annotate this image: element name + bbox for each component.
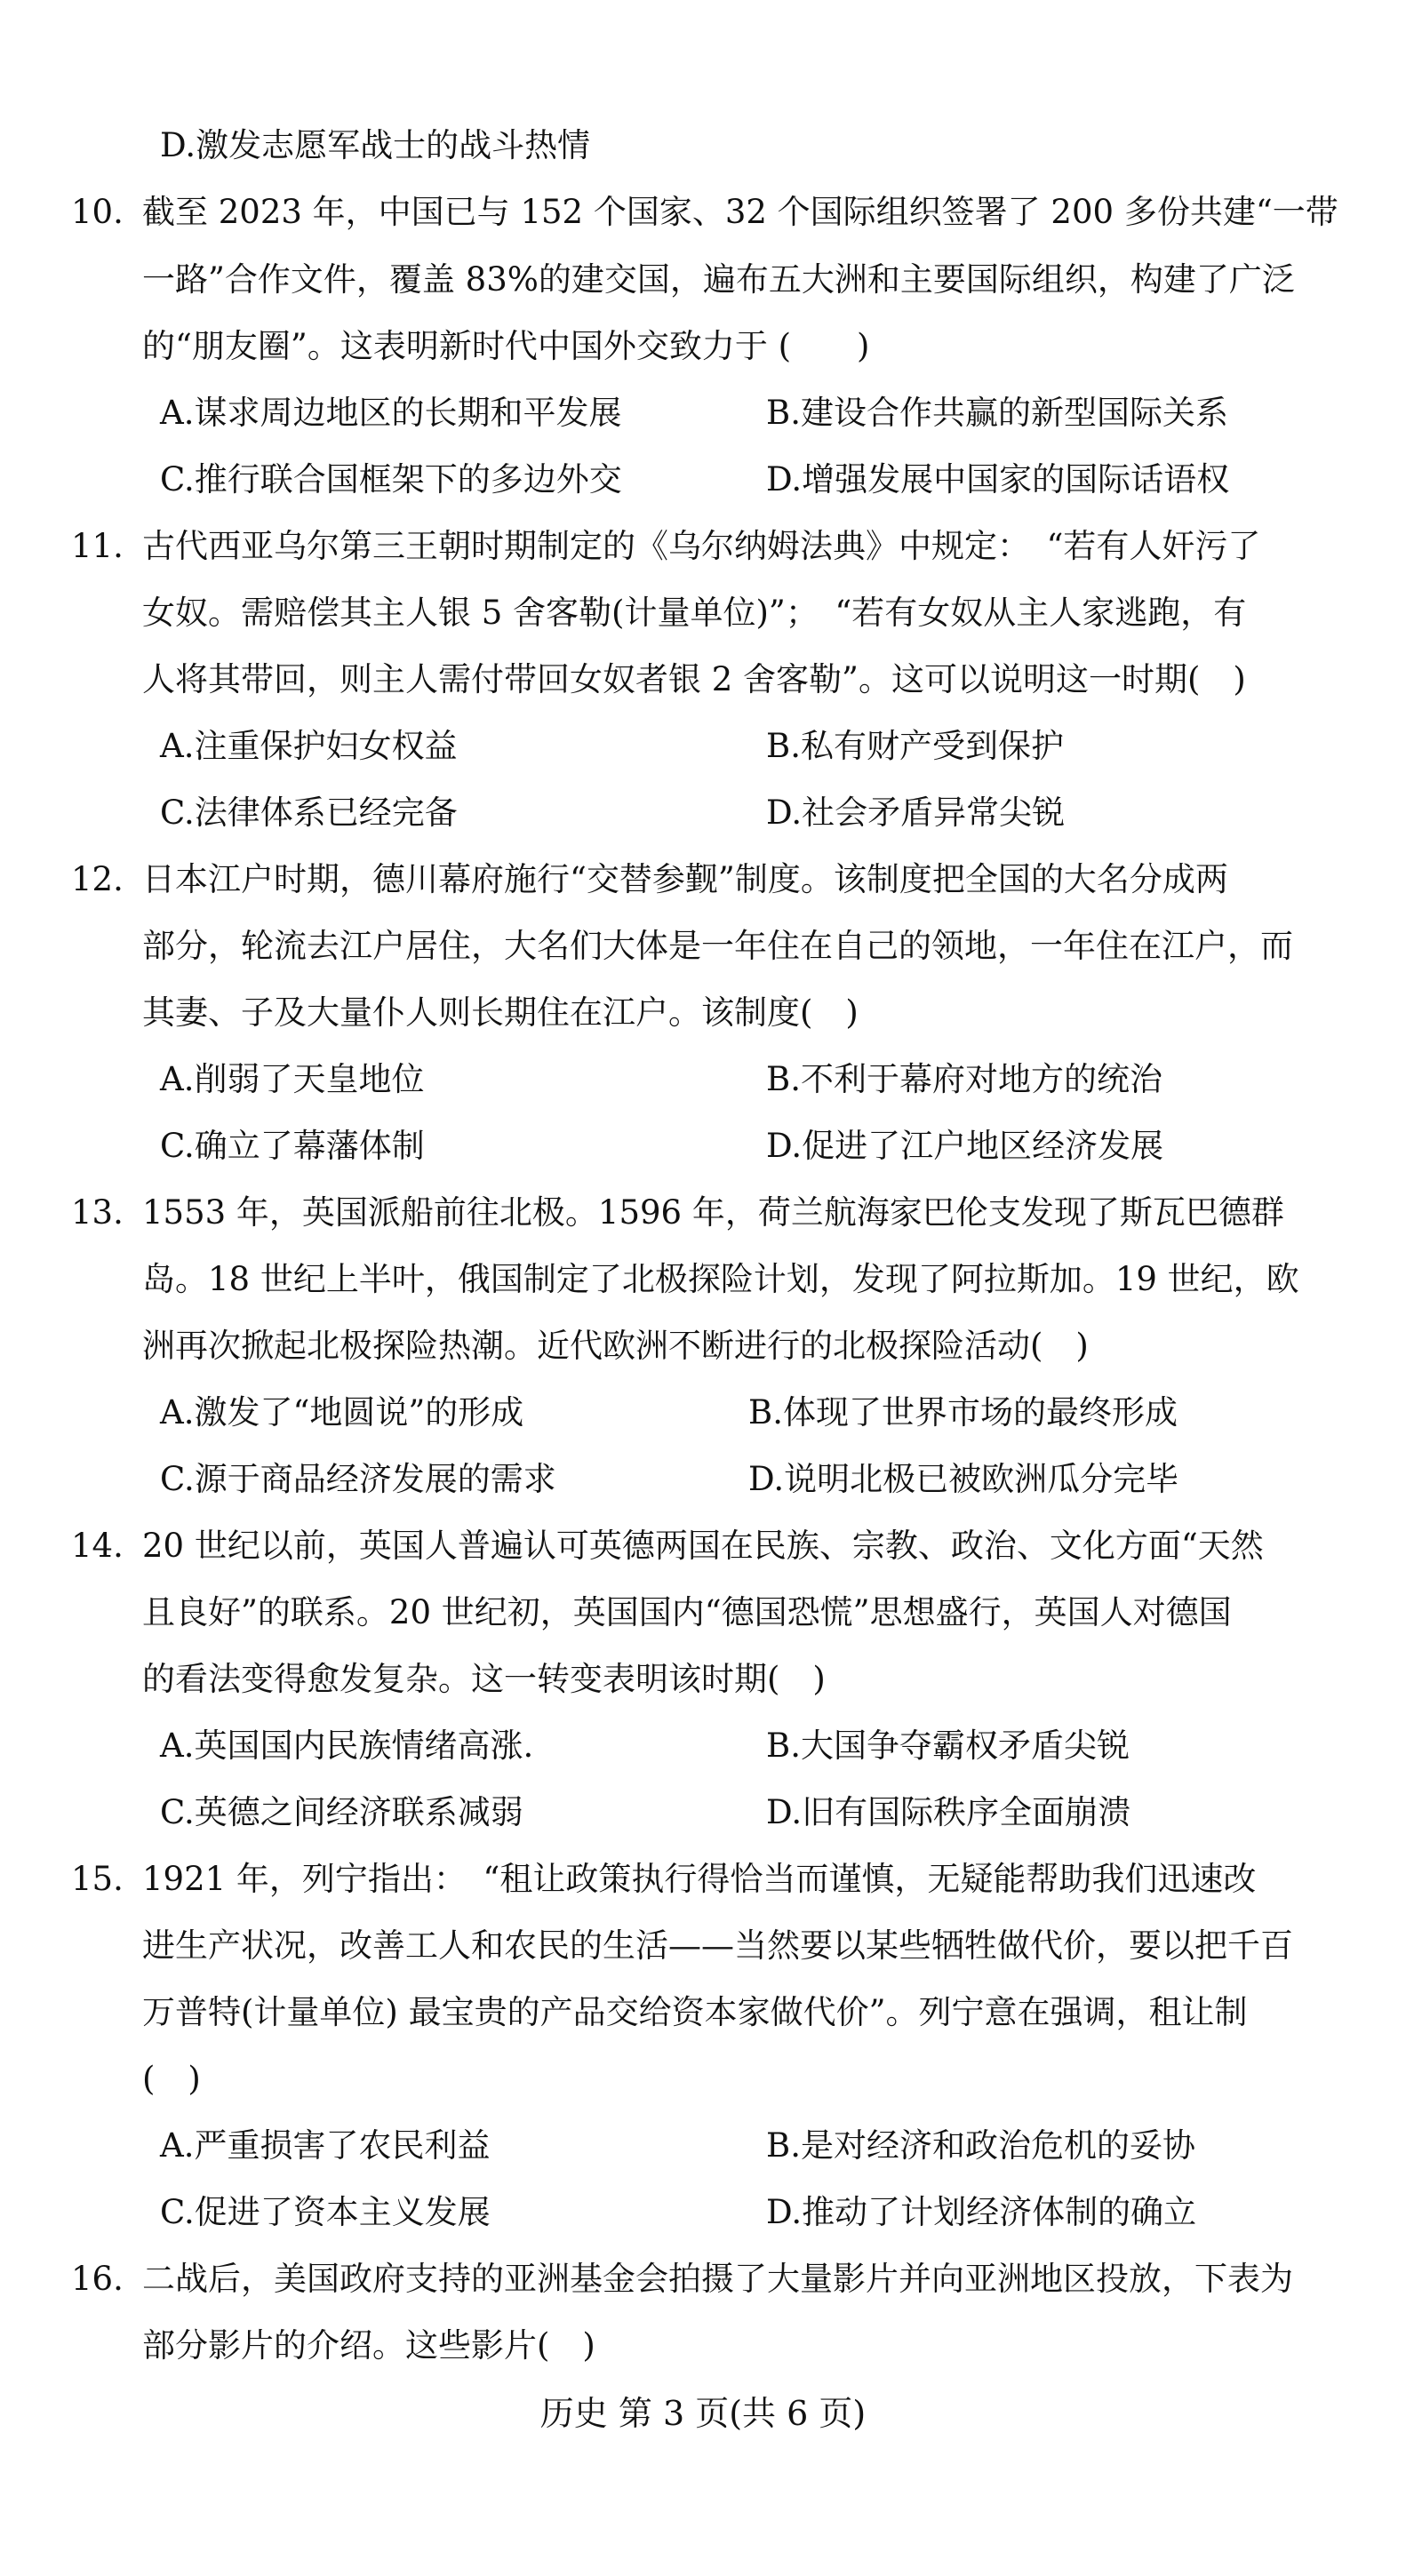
option-a: A.严重损害了农民利益: [160, 2126, 491, 2165]
question-stem-line: 女奴。需赔偿其主人银 5 舍客勒(计量单位)”； “若有女奴从主人家逃跑，有: [142, 594, 1247, 632]
option-a: A.注重保护妇女权益: [160, 727, 458, 765]
option-c: C.法律体系已经完备: [160, 794, 458, 832]
option-b: B.是对经济和政治危机的妥协: [766, 2126, 1195, 2165]
option-c: C.推行联合国框架下的多边外交: [160, 460, 622, 498]
option-d: D.促进了江户地区经济发展: [766, 1127, 1164, 1165]
option-b: B.建设合作共赢的新型国际关系: [766, 394, 1228, 432]
question-stem-line: 部分影片的介绍。这些影片( ): [142, 2326, 595, 2365]
option-b: B.不利于幕府对地方的统治: [766, 1060, 1162, 1098]
option-b: B.私有财产受到保护: [766, 727, 1064, 765]
question-stem-line: 1921 年，列宁指出： “租让政策执行得恰当而谨慎，无疑能帮助我们迅速改: [142, 1860, 1257, 1898]
question-number: 12.: [71, 860, 124, 898]
question-stem-line: 进生产状况，改善工人和农民的生活——当然要以某些牺牲做代价，要以把千百: [142, 1926, 1293, 1965]
question-stem-line: 日本江户时期，德川幕府施行“交替参觐”制度。该制度把全国的大名分成两: [142, 860, 1228, 898]
question-stem-line: 古代西亚乌尔第三王朝时期制定的《乌尔纳姆法典》中规定： “若有人奸污了: [142, 527, 1261, 565]
question-stem-line: 的“朋友圈”。这表明新时代中国外交致力于 ( ): [142, 327, 870, 365]
question-stem-line: 20 世纪以前，英国人普遍认可英德两国在民族、宗教、政治、文化方面“天然: [142, 1527, 1264, 1565]
question-stem-line: 洲再次掀起北极探险热潮。近代欧洲不断进行的北极探险活动( ): [142, 1327, 1089, 1365]
question-number: 13.: [71, 1193, 124, 1232]
option-c: C.促进了资本主义发展: [160, 2193, 491, 2231]
question-number: 15.: [71, 1860, 124, 1898]
option-c: C.英德之间经济联系减弱: [160, 1793, 523, 1831]
question-stem-line: 的看法变得愈发复杂。这一转变表明该时期( ): [142, 1660, 826, 1698]
question-stem-line: 其妻、子及大量仆人则长期住在江户。该制度( ): [142, 993, 859, 1032]
question-stem-line: 1553 年，英国派船前往北极。1596 年，荷兰航海家巴伦支发现了斯瓦巴德群: [142, 1193, 1284, 1232]
question-stem-line: 万普特(计量单位) 最宝贵的产品交给资本家做代价”。列宁意在强调，租让制: [142, 1993, 1248, 2031]
question-stem-line: ( ): [142, 2060, 201, 2098]
option-a: A.激发了“地圆说”的形成: [160, 1393, 524, 1432]
option-a: A.削弱了天皇地位: [160, 1060, 425, 1098]
option-d: D.说明北极已被欧洲瓜分完毕: [748, 1460, 1179, 1498]
question-stem-line: 部分，轮流去江户居住，大名们大体是一年住在自己的领地，一年住在江户，而: [142, 927, 1293, 965]
q9-option-d: D.激发志愿军战士的战斗热情: [160, 126, 591, 164]
option-d: D.旧有国际秩序全面崩溃: [766, 1793, 1131, 1831]
option-c: C.确立了幕藩体制: [160, 1127, 425, 1165]
option-d: D.社会矛盾异常尖锐: [766, 794, 1066, 832]
question-stem-line: 岛。18 世纪上半叶，俄国制定了北极探险计划，发现了阿拉斯加。19 世纪，欧: [142, 1260, 1299, 1298]
option-d: D.增强发展中国家的国际话语权: [766, 460, 1230, 498]
question-stem-line: 人将其带回，则主人需付带回女奴者银 2 舍客勒”。这可以说明这一时期( ): [142, 660, 1246, 698]
question-number: 10.: [71, 193, 124, 231]
question-number: 11.: [71, 527, 124, 565]
question-number: 14.: [71, 1527, 124, 1565]
option-b: B.体现了世界市场的最终形成: [748, 1393, 1178, 1432]
option-a: A.英国国内民族情绪高涨.: [160, 1727, 534, 1765]
question-stem-line: 一路”合作文件，覆盖 83%的建交国，遍布五大洲和主要国际组织，构建了广泛: [142, 260, 1295, 299]
question-stem-line: 截至 2023 年，中国已与 152 个国家、32 个国际组织签署了 200 多份共建“一带: [142, 193, 1338, 231]
option-b: B.大国争夺霸权矛盾尖锐: [766, 1727, 1130, 1765]
option-d: D.推动了计划经济体制的确立: [766, 2193, 1197, 2231]
option-c: C.源于商品经济发展的需求: [160, 1460, 556, 1498]
question-stem-line: 二战后，美国政府支持的亚洲基金会拍摄了大量影片并向亚洲地区投放，下表为: [142, 2260, 1293, 2298]
option-a: A.谋求周边地区的长期和平发展: [160, 394, 622, 432]
question-number: 16.: [71, 2260, 124, 2298]
page-footer: 历史 第 3 页(共 6 页): [539, 2394, 867, 2433]
question-stem-line: 且良好”的联系。20 世纪初，英国国内“德国恐慌”思想盛行，英国人对德国: [142, 1593, 1232, 1631]
